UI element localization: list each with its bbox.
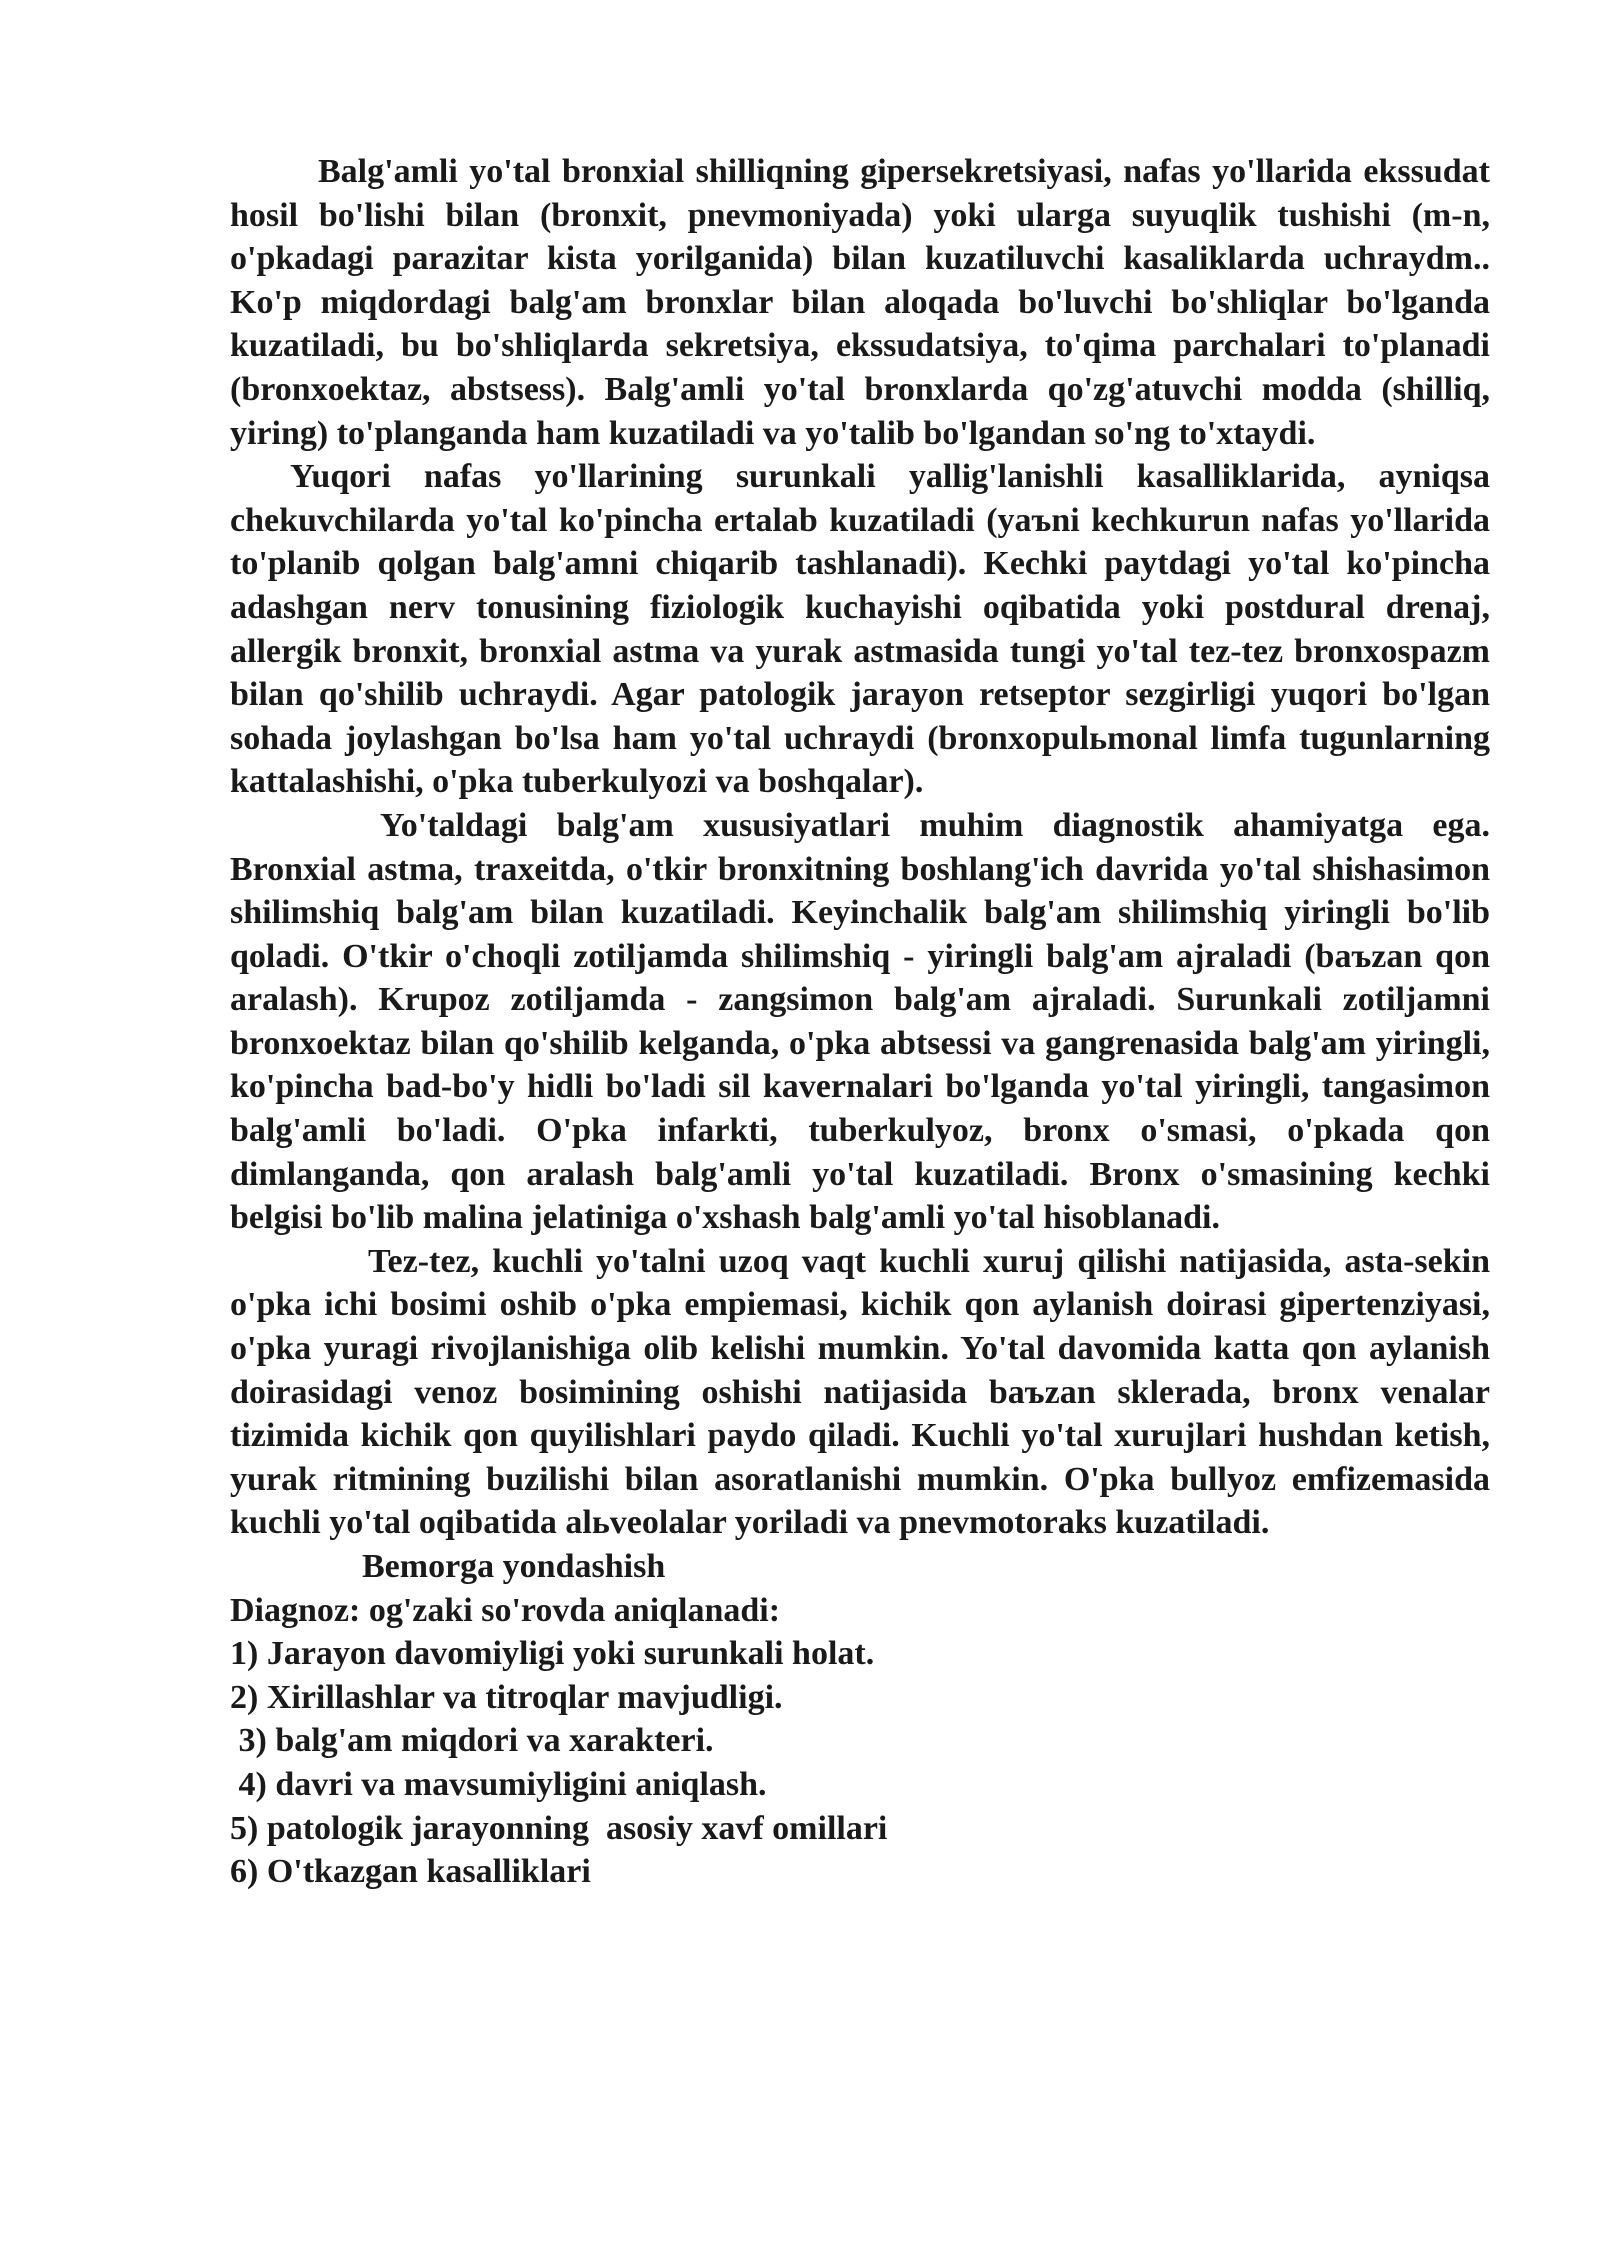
paragraph-sputum-properties: Yo'taldagi balg'am xususiyatlari muhim diagnostik ahamiyatga ega. Bronxial astma, traxeitda, o'tkir bronxitning boshlang'ich davrida yo'tal shishasimon shilimshiq balg'am bilan kuzatiladi. Keyinchalik balg'am shilimshiq yiringli bo'lib qoladi. O'tkir o'choqli zotiljamda shilimshiq - yiringli balg'am ajraladi (baъzan qon aralash). Krupoz zotiljamda - zangsimon balg'am ajraladi. Surunkali zotiljamni bronxoektaz bilan qo'shilib kelganda, o'pka abtsessi va gangrenasida balg'am yiringli, ko'pincha bad-bo'y hidli bo'ladi sil kavernalari bo'lganda yo'tal yiringli, tangasimon balg'amli bo'ladi. O'pka infarkti, tuberkulyoz, bronx o'smasi, o'pkada qon dimlanganda, qon aralash balg'amli yo'tal kuzatiladi. Bronx o'smasining kechki belgisi bo'lib malina jelatiniga o'xshash balg'amli yo'tal hisoblanadi. [230, 806, 1490, 1237]
list-item: 1) Jarayon davomiyligi yoki surunkali holat. [230, 1635, 875, 1673]
paragraph-cough-complications: Tez-tez, kuchli yo'talni uzoq vaqt kuchli xuruj qilishi natijasida, asta-sekin o'pka ichi bosimi oshib o'pka empiemasi, kichik qon aylanish doirasi gipertenziyasi, o'pka yuragi rivojlanishiga olib kelishi mumkin. Yo'tal davomida katta qon aylanish doirasidagi venoz bosimining oshishi natijasida baъzan sklerada, bronx venalar tizimida kichik qon quyilishlari paydo qiladi. Kuchli yo'tal xurujlari hushdan ketish, yurak ritmining buzilishi bilan asoratlanishi mumkin. O'pka bullyoz emfizemasida kuchli yo'tal oqibatida alьveolalar yoriladi va pnevmotoraks kuzatiladi. [230, 1242, 1490, 1542]
list-item: 4) davri va mavsumiyligini aniqlash. [230, 1765, 767, 1803]
list-item: 6) O'tkazgan kasalliklari [230, 1853, 591, 1891]
section-heading: Bemorga yondashish [362, 1548, 666, 1585]
diagnosis-intro: Diagnoz: og'zaki so'rovda aniqlanadi: [230, 1591, 781, 1629]
document-page [230, 150, 1490, 1894]
list-item: 2) Xirillashlar va titroqlar mavjudligi. [230, 1678, 783, 1716]
list-item: 3) balg'am miqdori va xarakteri. [230, 1722, 714, 1760]
list-item: 5) patologik jarayonning asosiy xavf omillari [230, 1809, 888, 1847]
paragraph-morning-cough: Yuqori nafas yo'llarining surunkali yallig'lanishli kasalliklarida, ayniqsa chekuvchilarda yo'tal ko'pincha ertalab kuzatiladi (yaъni kechkurun nafas yo'llarida to'planib qolgan balg'amni chiqarib tashlanadi). Kechki paytdagi yo'tal ko'pincha adashgan nerv tonusining fiziologik kuchayishi oqibatida yoki postdural drenaj, allergik bronxit, bronxial astma va yurak astmasida tungi yo'tal tez-tez bronxospazm bilan qo'shilib uchraydi. Agar patologik jarayon retseptor sezgirligi yuqori bo'lgan sohada joylashgan bo'lsa ham yo'tal uchraydi (bronxopulьmonal limfa tugunlarning kattalashishi, o'pka tuberkulyozi va boshqalar). [230, 458, 1490, 801]
paragraph-productive-cough: Balg'amli yo'tal bronxial shilliqning gipersekretsiyasi, nafas yo'llarida ekssudat hosil bo'lishi bilan (bronxit, pnevmoniyada) yoki ularga suyuqlik tushishi (m-n, o'pkadagi parazitar kista yorilganida) bilan kuzatiluvchi kasaliklarda uchraydm.. Ko'p miqdordagi balg'am bronxlar bilan aloqada bo'luvchi bo'shliqlar bo'lganda kuzatiladi, bu bo'shliqlarda sekretsiya, ekssudatsiya, to'qima parchalari to'planadi (bronxoektaz, abstsess). Balg'amli yo'tal bronxlarda qo'zg'atuvchi modda (shilliq, yiring) to'planganda ham kuzatiladi va yo'talib bo'lgandan so'ng to'xtaydi. [230, 153, 1490, 452]
